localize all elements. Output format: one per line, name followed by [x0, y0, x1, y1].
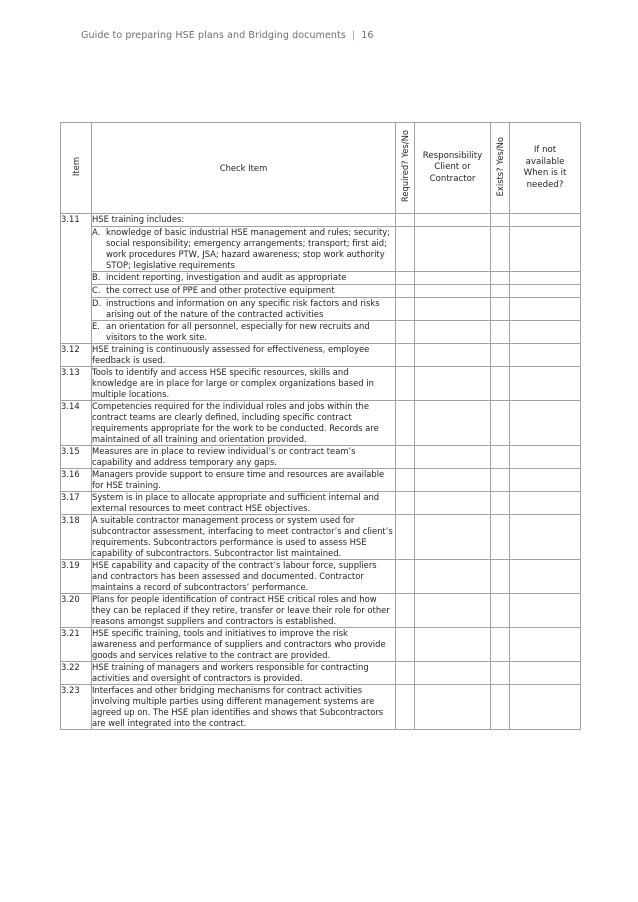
- item-number: 3.17: [61, 492, 92, 515]
- check-item-text: A suitable contractor management process or system used for subcontractor assessment, interfacing to meet contractor’s and client’s requirements. Subcontractors performance is used to assess HSE capability of subcontractors. Subcontractor list maintained.: [92, 515, 396, 560]
- document-title: Guide to preparing HSE plans and Bridging documents: [81, 30, 346, 41]
- table-row: [61, 628, 581, 662]
- responsibility-cell[interactable]: [415, 492, 491, 515]
- responsibility-cell[interactable]: [415, 285, 491, 298]
- responsibility-cell[interactable]: [415, 401, 491, 446]
- if-not-cell[interactable]: [510, 594, 581, 628]
- responsibility-cell[interactable]: [415, 214, 491, 227]
- required-cell[interactable]: [396, 446, 415, 469]
- required-cell[interactable]: [396, 685, 415, 730]
- responsibility-cell[interactable]: [415, 662, 491, 685]
- if-not-cell[interactable]: [510, 227, 581, 272]
- table-row: [61, 367, 581, 401]
- if-not-cell[interactable]: [510, 367, 581, 401]
- item-number: 3.23: [61, 685, 92, 730]
- responsibility-cell[interactable]: [415, 272, 491, 285]
- responsibility-cell[interactable]: [415, 560, 491, 594]
- if-not-cell[interactable]: [510, 469, 581, 492]
- if-not-cell[interactable]: [510, 446, 581, 469]
- table-subrow: [61, 272, 581, 285]
- item-number: 3.15: [61, 446, 92, 469]
- table-row: [61, 401, 581, 446]
- required-cell[interactable]: [396, 344, 415, 367]
- responsibility-cell[interactable]: [415, 446, 491, 469]
- exists-cell[interactable]: [491, 344, 510, 367]
- exists-cell[interactable]: [491, 227, 510, 272]
- table-row: [61, 594, 581, 628]
- sub-item: B. incident reporting, investigation and audit as appropriate: [92, 272, 396, 285]
- required-cell[interactable]: [396, 492, 415, 515]
- responsibility-cell[interactable]: [415, 367, 491, 401]
- if-not-cell[interactable]: [510, 401, 581, 446]
- if-not-cell[interactable]: [510, 344, 581, 367]
- header-separator: |: [351, 30, 356, 41]
- check-item-text: HSE capability and capacity of the contract’s labour force, suppliers and contractors has been assessed and documented. Contractor maintains a record of subcontractors’ performance.: [92, 560, 396, 594]
- if-not-cell[interactable]: [510, 662, 581, 685]
- required-cell[interactable]: [396, 285, 415, 298]
- responsibility-cell[interactable]: [415, 321, 491, 344]
- col-header-if-not: If not available When is it needed?: [510, 123, 581, 214]
- required-cell[interactable]: [396, 662, 415, 685]
- if-not-cell[interactable]: [510, 321, 581, 344]
- table-row: [61, 685, 581, 730]
- if-not-cell[interactable]: [510, 515, 581, 560]
- table-row: [61, 469, 581, 492]
- check-item-text: Managers provide support to ensure time and resources are available for HSE training.: [92, 469, 396, 492]
- check-item-text: Interfaces and other bridging mechanisms for contract activities involving multiple parties using different management systems are agreed up on. The HSE plan identifies and shows that Subcontractors are well integrated into the contract.: [92, 685, 396, 730]
- required-cell[interactable]: [396, 272, 415, 285]
- responsibility-cell[interactable]: [415, 344, 491, 367]
- exists-cell[interactable]: [491, 321, 510, 344]
- exists-cell[interactable]: [491, 628, 510, 662]
- table-row: [61, 662, 581, 685]
- if-not-cell[interactable]: [510, 272, 581, 285]
- check-item-text: Tools to identify and access HSE specific resources, skills and knowledge are in place for large or complex organizations based in multiple locations.: [92, 367, 396, 401]
- if-not-cell[interactable]: [510, 560, 581, 594]
- check-item-text: HSE training includes:: [92, 214, 396, 227]
- responsibility-cell[interactable]: [415, 469, 491, 492]
- exists-cell[interactable]: [491, 298, 510, 321]
- if-not-cell[interactable]: [510, 628, 581, 662]
- required-cell[interactable]: [396, 515, 415, 560]
- required-cell[interactable]: [396, 628, 415, 662]
- check-item-text: System is in place to allocate appropriate and sufficient internal and external resources to meet contract HSE objectives.: [92, 492, 396, 515]
- if-not-cell[interactable]: [510, 214, 581, 227]
- exists-cell[interactable]: [491, 469, 510, 492]
- check-item-text: HSE specific training, tools and initiatives to improve the risk awareness and performance of suppliers and contractors who provide goods and services relative to the contract are provided.: [92, 628, 396, 662]
- responsibility-cell[interactable]: [415, 594, 491, 628]
- table-subrow: [61, 321, 581, 344]
- table-row: [61, 214, 581, 227]
- responsibility-cell[interactable]: [415, 685, 491, 730]
- check-item-text: Competencies required for the individual roles and jobs within the contract teams are clearly defined, including specific contract requirements appropriate for the work to be conducted. Records are maintained of all training and orientation provided.: [92, 401, 396, 446]
- required-cell[interactable]: [396, 594, 415, 628]
- required-cell[interactable]: [396, 298, 415, 321]
- page-header: [81, 30, 374, 41]
- exists-cell[interactable]: [491, 367, 510, 401]
- table-row: [61, 446, 581, 469]
- table-row: [61, 344, 581, 367]
- table-header-row: [61, 123, 581, 214]
- col-header-item: Item: [61, 123, 92, 214]
- item-number: 3.12: [61, 344, 92, 367]
- responsibility-cell[interactable]: [415, 227, 491, 272]
- responsibility-cell[interactable]: [415, 628, 491, 662]
- responsibility-cell[interactable]: [415, 298, 491, 321]
- check-item-text: HSE training is continuously assessed for effectiveness, employee feedback is used.: [92, 344, 396, 367]
- sub-item: C. the correct use of PPE and other protective equipment: [92, 285, 396, 298]
- required-cell[interactable]: [396, 214, 415, 227]
- if-not-cell[interactable]: [510, 285, 581, 298]
- required-cell[interactable]: [396, 367, 415, 401]
- required-cell[interactable]: [396, 469, 415, 492]
- col-header-responsibility: Responsibility Client or Contractor: [415, 123, 491, 214]
- item-number: 3.21: [61, 628, 92, 662]
- item-number: 3.14: [61, 401, 92, 446]
- required-cell[interactable]: [396, 560, 415, 594]
- required-cell[interactable]: [396, 321, 415, 344]
- table-row: [61, 492, 581, 515]
- table-subrow: [61, 227, 581, 272]
- exists-cell[interactable]: [491, 401, 510, 446]
- table-row: [61, 515, 581, 560]
- col-header-required: Required? Yes/No: [396, 123, 415, 214]
- check-item-text: HSE training of managers and workers responsible for contracting activities and oversight of contractors is provided.: [92, 662, 396, 685]
- exists-cell[interactable]: [491, 285, 510, 298]
- sub-item: E. an orientation for all personnel, especially for new recruits and visitors to the work site.: [92, 321, 396, 344]
- if-not-cell[interactable]: [510, 298, 581, 321]
- item-number: 3.11: [61, 214, 92, 344]
- col-header-exists: Exists? Yes/No: [491, 123, 510, 214]
- exists-cell[interactable]: [491, 685, 510, 730]
- item-number: 3.19: [61, 560, 92, 594]
- exists-cell[interactable]: [491, 594, 510, 628]
- check-item-text: Plans for people identification of contract HSE critical roles and how they can be replaced if they retire, transfer or leave their role for other reasons amongst suppliers and contractors is established.: [92, 594, 396, 628]
- table-row: [61, 560, 581, 594]
- responsibility-cell[interactable]: [415, 515, 491, 560]
- exists-cell[interactable]: [491, 662, 510, 685]
- checklist-table: [60, 122, 581, 730]
- exists-cell[interactable]: [491, 214, 510, 227]
- exists-cell[interactable]: [491, 560, 510, 594]
- exists-cell[interactable]: [491, 272, 510, 285]
- if-not-cell[interactable]: [510, 492, 581, 515]
- exists-cell[interactable]: [491, 446, 510, 469]
- table-subrow: [61, 298, 581, 321]
- if-not-cell[interactable]: [510, 685, 581, 730]
- item-number: 3.18: [61, 515, 92, 560]
- check-item-text: Measures are in place to review individual’s or contract team’s capability and address temporary any gaps.: [92, 446, 396, 469]
- item-number: 3.16: [61, 469, 92, 492]
- required-cell[interactable]: [396, 227, 415, 272]
- col-header-check-item: Check Item: [92, 123, 396, 214]
- page-number: 16: [361, 30, 374, 41]
- sub-item: D. instructions and information on any specific risk factors and risks arising out of the nature of the contracted activities: [92, 298, 396, 321]
- exists-cell[interactable]: [491, 515, 510, 560]
- required-cell[interactable]: [396, 401, 415, 446]
- sub-item: A. knowledge of basic industrial HSE management and rules; security; social responsibility; emergency arrangements; transport; first aid; work procedures PTW, JSA; hazard awareness; stop work authority STOP; legislative requirements: [92, 227, 396, 272]
- item-number: 3.13: [61, 367, 92, 401]
- table-subrow: [61, 285, 581, 298]
- item-number: 3.22: [61, 662, 92, 685]
- exists-cell[interactable]: [491, 492, 510, 515]
- item-number: 3.20: [61, 594, 92, 628]
